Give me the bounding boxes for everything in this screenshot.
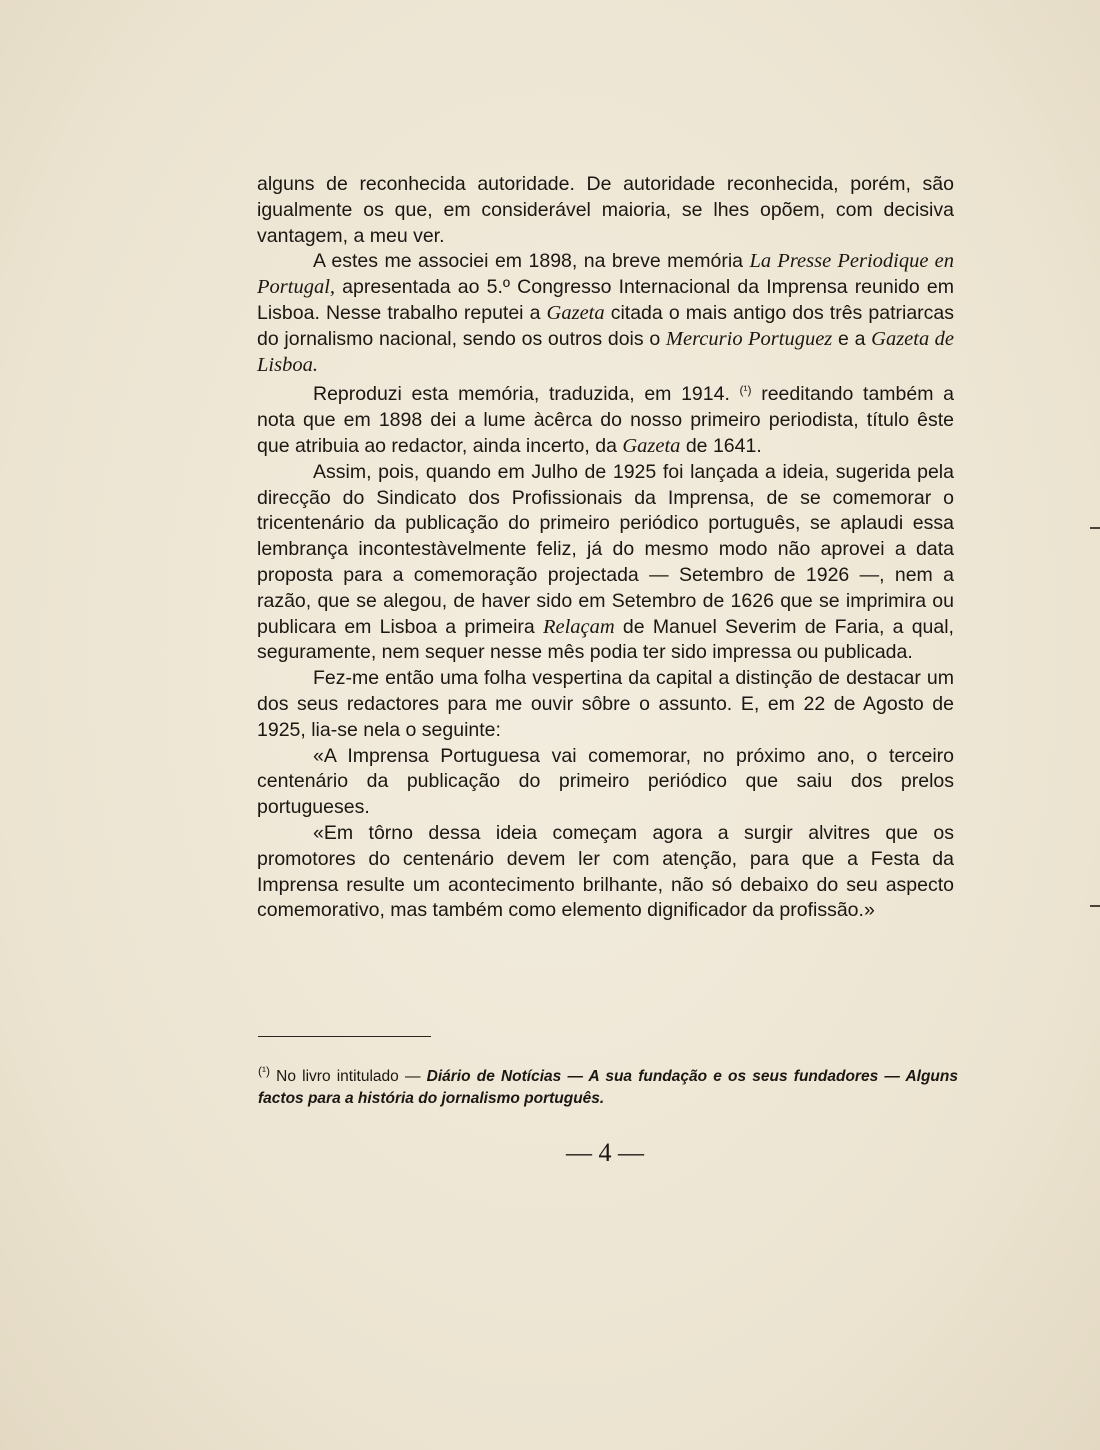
main-text bbox=[257, 172, 954, 924]
italic-title: Mercurio Portuguez bbox=[665, 327, 833, 350]
paragraph-5: Fez-me então uma folha vespertina da capital a distinção de destacar um dos seus redactores para me ouvir sôbre o assunto. E, em 22 de Agosto de 1925, lia-se nela o seguinte: bbox=[257, 667, 954, 741]
italic-title: Gazeta de Lisboa. bbox=[257, 327, 954, 376]
text-run: e a bbox=[832, 327, 872, 350]
paragraph-4 bbox=[257, 460, 954, 666]
text-run: apresentada ao 5.º Congresso Internacional da Imprensa reunido em Lisboa. Nesse trabalho reputei a bbox=[257, 276, 954, 324]
italic-title: Diário de Notícias — A sua fundação e os seus fundadores — Alguns factos para a história do jornalismo português. bbox=[258, 1068, 958, 1107]
page-number: — 4 — bbox=[566, 1138, 644, 1167]
margin-mark bbox=[1090, 527, 1100, 529]
paragraph-2 bbox=[257, 249, 954, 378]
text-run: de 1641. bbox=[680, 434, 762, 457]
italic-title: La Presse Periodique en Portugal, bbox=[257, 250, 954, 299]
text-run: citada o mais antigo dos três patriarcas do jornalismo nacional, sendo os outros dois o bbox=[257, 301, 954, 350]
paragraph-3 bbox=[257, 378, 954, 459]
paragraph-1: alguns de reconhecida autoridade. De autoridade reconhecida, porém, são igualmente os que, em considerável maioria, se lhes opõem, com decisiva vantagem, a meu ver. bbox=[257, 173, 954, 247]
footnote bbox=[258, 1060, 958, 1110]
quote-paragraph-1: «A Imprensa Portuguesa vai comemorar, no próximo ano, o terceiro centenário da publicação do primeiro periódico que saiu dos prelos portugueses. bbox=[257, 744, 954, 819]
text-run: reeditando também a nota que em 1898 dei a lume àcêrca do nosso primeiro periodista, título êste que atribuia ao redactor, ainda incerto, da bbox=[257, 383, 954, 457]
text-run: Assim, pois, quando em Julho de 1925 foi lançada a ideia, sugerida pela direcção do Sindicato dos Profissionais da Imprensa, de se comemorar o tricentenário da publicação do primeiro periódico português, se aplaudi essa lembrança incontestàvelmente feliz, já do mesmo modo não aprovei a data proposta para a comemoração projectada — Setembro de 1926 —, nem a razão, que se alegou, de haver sido em Setembro de 1626 que se imprimira ou publicara em Lisboa a primeira bbox=[257, 460, 954, 638]
italic-title: Gazeta bbox=[546, 301, 605, 324]
italic-title: Relaçam bbox=[542, 615, 615, 638]
text-run: Reproduzi esta memória, traduzida, em 1914. bbox=[313, 383, 740, 406]
text-run: No livro intitulado — bbox=[270, 1068, 427, 1085]
text-run: A estes me associei em 1898, na breve memória bbox=[313, 250, 750, 273]
quote-paragraph-2: «Em tôrno dessa ideia começam agora a surgir alvitres que os promotores do centenário devem ler com atenção, para que a Festa da Imprensa resulte um acontecimento brilhante, não só debaixo do seu aspecto comemorativo, mas também como elemento dignificador da profissão.» bbox=[257, 821, 954, 922]
italic-title: Gazeta bbox=[622, 434, 681, 457]
margin-mark bbox=[1090, 905, 1100, 907]
footnote-divider bbox=[258, 1036, 431, 1037]
text-run: de Manuel Severim de Faria, a qual, seguramente, nem sequer nesse mês podia ter sido impressa ou publicada. bbox=[257, 615, 954, 664]
footnote-reference: (¹) bbox=[739, 383, 752, 398]
footnote-marker: (¹) bbox=[258, 1064, 270, 1078]
